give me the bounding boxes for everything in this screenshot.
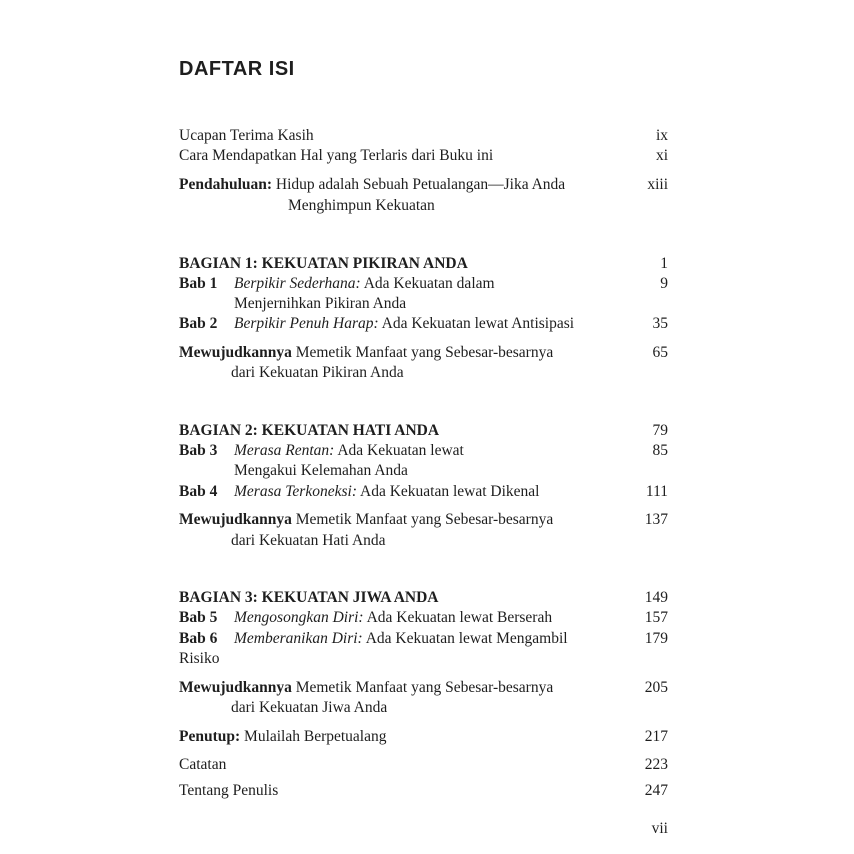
toc-apply-3 bbox=[179, 678, 668, 698]
toc-chapter-1-cont bbox=[234, 294, 668, 314]
entry-title: Ucapan Terima Kasih bbox=[179, 127, 314, 144]
part-title: BAGIAN 1: KEKUATAN PIKIRAN ANDA bbox=[179, 255, 468, 272]
chapter-title: Ada Kekuatan lewat Mengambil bbox=[362, 630, 568, 647]
page-number: 79 bbox=[652, 422, 668, 439]
page-number: 1 bbox=[660, 255, 668, 272]
apply-title-cont: dari Kekuatan Jiwa Anda bbox=[231, 699, 388, 716]
toc-part-1 bbox=[179, 254, 668, 274]
toc-apply-2 bbox=[179, 510, 668, 530]
entry-title: Hidup adalah Sebuah Petualangan—Jika Anda bbox=[275, 176, 566, 193]
page-number: 137 bbox=[644, 511, 668, 528]
page-number: xi bbox=[655, 147, 668, 164]
toc-entry-closing bbox=[179, 727, 668, 747]
toc-chapter-1 bbox=[179, 274, 668, 294]
chapter-title: Ada Kekuatan lewat Dikenal bbox=[356, 483, 540, 500]
toc-apply-1 bbox=[179, 343, 668, 363]
chapter-label: Bab 5 bbox=[179, 609, 218, 626]
toc-entry-acknowledgements bbox=[179, 126, 668, 146]
page-number: 217 bbox=[644, 728, 668, 745]
toc-apply-1-cont bbox=[231, 363, 668, 383]
apply-title-cont: dari Kekuatan Pikiran Anda bbox=[231, 364, 404, 381]
page-number: 65 bbox=[652, 344, 668, 361]
page-title: DAFTAR ISI bbox=[179, 58, 295, 80]
apply-label: Mewujudkannya bbox=[179, 679, 292, 696]
apply-label: Mewujudkannya bbox=[179, 344, 292, 361]
chapter-title-italic: Merasa Rentan: bbox=[234, 442, 335, 459]
page-number: 111 bbox=[645, 483, 668, 500]
chapter-title: Ada Kekuatan dalam bbox=[360, 275, 495, 292]
page-number: 223 bbox=[644, 756, 668, 773]
chapter-title-cont: Risiko bbox=[179, 650, 220, 667]
toc-chapter-6 bbox=[179, 629, 668, 649]
toc-chapter-2 bbox=[179, 314, 668, 334]
page-number: ix bbox=[655, 127, 668, 144]
chapter-title: Ada Kekuatan lewat bbox=[334, 442, 464, 459]
toc-entry-how-to bbox=[179, 146, 668, 166]
toc-entry-notes bbox=[179, 755, 668, 775]
toc-chapter-6-cont bbox=[179, 649, 668, 669]
entry-title: Cara Mendapatkan Hal yang Terlaris dari Buku ini bbox=[179, 147, 494, 164]
toc-entry-about-author bbox=[179, 781, 668, 801]
chapter-title: Ada Kekuatan lewat Berserah bbox=[363, 609, 553, 626]
chapter-title-cont: Menjernihkan Pikiran Anda bbox=[234, 295, 407, 312]
toc-apply-3-cont bbox=[231, 698, 668, 718]
part-title: BAGIAN 3: KEKUATAN JIWA ANDA bbox=[179, 589, 439, 606]
chapter-label: Bab 2 bbox=[179, 315, 218, 332]
page-number: 9 bbox=[660, 275, 668, 292]
page-number: 35 bbox=[652, 315, 668, 332]
chapter-title-italic: Memberanikan Diri: bbox=[234, 630, 363, 647]
entry-title: Catatan bbox=[179, 756, 227, 773]
page-number: 157 bbox=[644, 609, 668, 626]
apply-title: Memetik Manfaat yang Sebesar-besarnya bbox=[291, 511, 554, 528]
toc-chapter-4 bbox=[179, 482, 668, 502]
apply-title: Memetik Manfaat yang Sebesar-besarnya bbox=[291, 679, 554, 696]
toc-chapter-5 bbox=[179, 608, 668, 628]
chapter-title-cont: Mengakui Kelemahan Anda bbox=[234, 462, 408, 479]
page-number: 179 bbox=[644, 630, 668, 647]
apply-label: Mewujudkannya bbox=[179, 511, 292, 528]
chapter-title-italic: Mengosongkan Diri: bbox=[234, 609, 364, 626]
entry-title: Mulailah Berpetualang bbox=[240, 728, 387, 745]
toc-entry-introduction bbox=[179, 175, 668, 195]
apply-title-cont: dari Kekuatan Hati Anda bbox=[231, 532, 386, 549]
page-number: 85 bbox=[652, 442, 668, 459]
chapter-label: Bab 1 bbox=[179, 275, 218, 292]
toc-entry-introduction-cont bbox=[288, 196, 668, 216]
chapter-label: Bab 6 bbox=[179, 630, 218, 647]
page-number: 149 bbox=[644, 589, 668, 606]
page-number: 247 bbox=[644, 782, 668, 799]
entry-label: Pendahuluan: bbox=[179, 176, 273, 193]
page-number: xiii bbox=[647, 176, 668, 193]
part-title: BAGIAN 2: KEKUATAN HATI ANDA bbox=[179, 422, 440, 439]
page-folio: vii bbox=[651, 820, 668, 837]
chapter-label: Bab 3 bbox=[179, 442, 218, 459]
chapter-title: Ada Kekuatan lewat Antisipasi bbox=[378, 315, 575, 332]
toc-chapter-3-cont bbox=[234, 461, 668, 481]
page-number: 205 bbox=[644, 679, 668, 696]
chapter-label: Bab 4 bbox=[179, 483, 218, 500]
toc-apply-2-cont bbox=[231, 531, 668, 551]
entry-title-cont: Menghimpun Kekuatan bbox=[288, 197, 435, 214]
toc-part-2 bbox=[179, 421, 668, 441]
toc-part-3 bbox=[179, 588, 668, 608]
chapter-title-italic: Berpikir Penuh Harap: bbox=[234, 315, 379, 332]
toc-chapter-3 bbox=[179, 441, 668, 461]
chapter-title-italic: Merasa Terkoneksi: bbox=[234, 483, 357, 500]
entry-label: Penutup: bbox=[179, 728, 241, 745]
apply-title: Memetik Manfaat yang Sebesar-besarnya bbox=[291, 344, 554, 361]
chapter-title-italic: Berpikir Sederhana: bbox=[234, 275, 361, 292]
entry-title: Tentang Penulis bbox=[179, 782, 279, 799]
